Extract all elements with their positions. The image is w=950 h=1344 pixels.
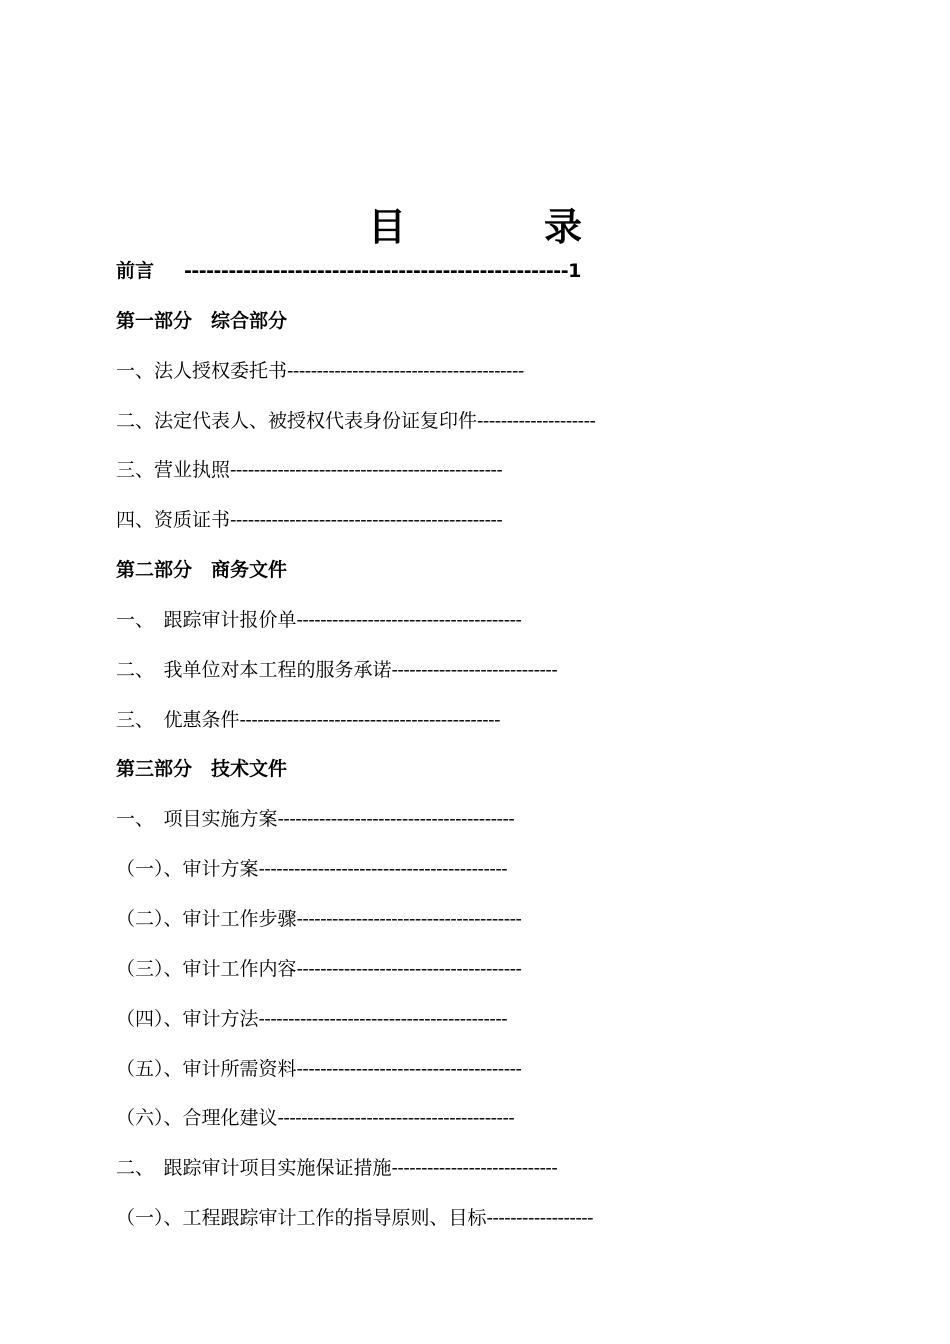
toc-leader-dots: ---------------------------------------- xyxy=(277,1107,515,1130)
toc-list xyxy=(116,256,796,1253)
toc-leader-dots: -------------------------------------------- xyxy=(239,708,500,731)
toc-entry-label: 二、 跟踪审计项目实施保证措施 xyxy=(116,1157,392,1180)
toc-entry-label: （二）、审计工作步骤 xyxy=(116,907,297,930)
toc-entry-label: （五）、审计所需资料 xyxy=(116,1057,297,1080)
toc-entry[interactable] xyxy=(116,904,796,954)
toc-leader-dots: ---------------------------- xyxy=(391,1157,558,1180)
toc-leader-dots: ---------------------------------------- xyxy=(277,808,515,831)
toc-entry[interactable] xyxy=(116,1054,796,1104)
toc-entry-label: 二、法定代表人、被授权代表身份证复印件 xyxy=(116,409,478,432)
toc-entry[interactable] xyxy=(116,705,796,755)
toc-entry[interactable] xyxy=(116,1203,796,1253)
toc-entry-label: 二、 我单位对本工程的服务承诺 xyxy=(116,658,392,681)
toc-entry-label: 第一部分 综合部分 xyxy=(116,309,288,332)
toc-entry-label: 第三部分 技术文件 xyxy=(116,758,288,781)
toc-leader-dots: -------------------- xyxy=(477,409,596,432)
toc-leader-dots: ----------------------------------------------------1 xyxy=(184,260,581,282)
toc-entry[interactable] xyxy=(116,1004,796,1054)
toc-entry-label: 前言 xyxy=(116,260,155,282)
toc-entry-label: （六）、合理化建议 xyxy=(116,1107,278,1130)
toc-entry[interactable] xyxy=(116,854,796,904)
toc-leader-dots: -------------------------------------- xyxy=(296,907,522,930)
toc-entry[interactable] xyxy=(116,605,796,655)
toc-entry-label: 四、资质证书 xyxy=(116,509,231,532)
toc-section-heading[interactable] xyxy=(116,754,796,804)
toc-leader-dots: -------------------------------------- xyxy=(296,608,522,631)
toc-title: 目 录 xyxy=(367,205,632,249)
toc-entry[interactable] xyxy=(116,954,796,1004)
toc-leader-dots: ------------------------------------------ xyxy=(258,858,508,881)
toc-entry-label: （一）、工程跟踪审计工作的指导原则、目标 xyxy=(116,1207,487,1230)
toc-leader-dots: ------------------------------------------ xyxy=(258,1007,508,1030)
toc-entry-label: 三、 优惠条件 xyxy=(116,708,240,731)
toc-entry[interactable] xyxy=(116,455,796,505)
toc-leader-dots: ---------------------------------------------- xyxy=(230,509,503,532)
toc-entry-label: 第二部分 商务文件 xyxy=(116,559,288,582)
toc-entry[interactable] xyxy=(116,356,796,406)
toc-leader-dots: ------------------ xyxy=(486,1207,594,1230)
toc-section-heading[interactable] xyxy=(116,555,796,605)
toc-entry-label: （一）、审计方案 xyxy=(116,858,259,881)
toc-leader-dots: -------------------------------------- xyxy=(296,957,522,980)
toc-entry[interactable] xyxy=(116,655,796,705)
toc-leader-dots: ---------------------------------------------- xyxy=(230,459,503,482)
toc-leader-dots: ---------------------------------------- xyxy=(287,359,524,382)
toc-entry-label: （三）、审计工作内容 xyxy=(116,957,297,980)
toc-entry-label: 一、 跟踪审计报价单 xyxy=(116,608,297,631)
toc-entry-label: 一、法人授权委托书 xyxy=(116,359,288,382)
toc-entry-label: 三、营业执照 xyxy=(116,459,231,482)
toc-entry[interactable] xyxy=(116,1153,796,1203)
toc-leader-dots: ---------------------------- xyxy=(391,658,558,681)
toc-entry[interactable] xyxy=(116,406,796,456)
toc-entry-label: 一、 项目实施方案 xyxy=(116,808,278,831)
toc-entry[interactable] xyxy=(116,804,796,854)
toc-entry-label: （四）、审计方法 xyxy=(116,1007,259,1030)
toc-entry[interactable] xyxy=(116,505,796,555)
toc-section-heading[interactable] xyxy=(116,256,796,306)
toc-section-heading[interactable] xyxy=(116,306,796,356)
toc-leader-dots: -------------------------------------- xyxy=(296,1057,522,1080)
toc-entry[interactable] xyxy=(116,1103,796,1153)
